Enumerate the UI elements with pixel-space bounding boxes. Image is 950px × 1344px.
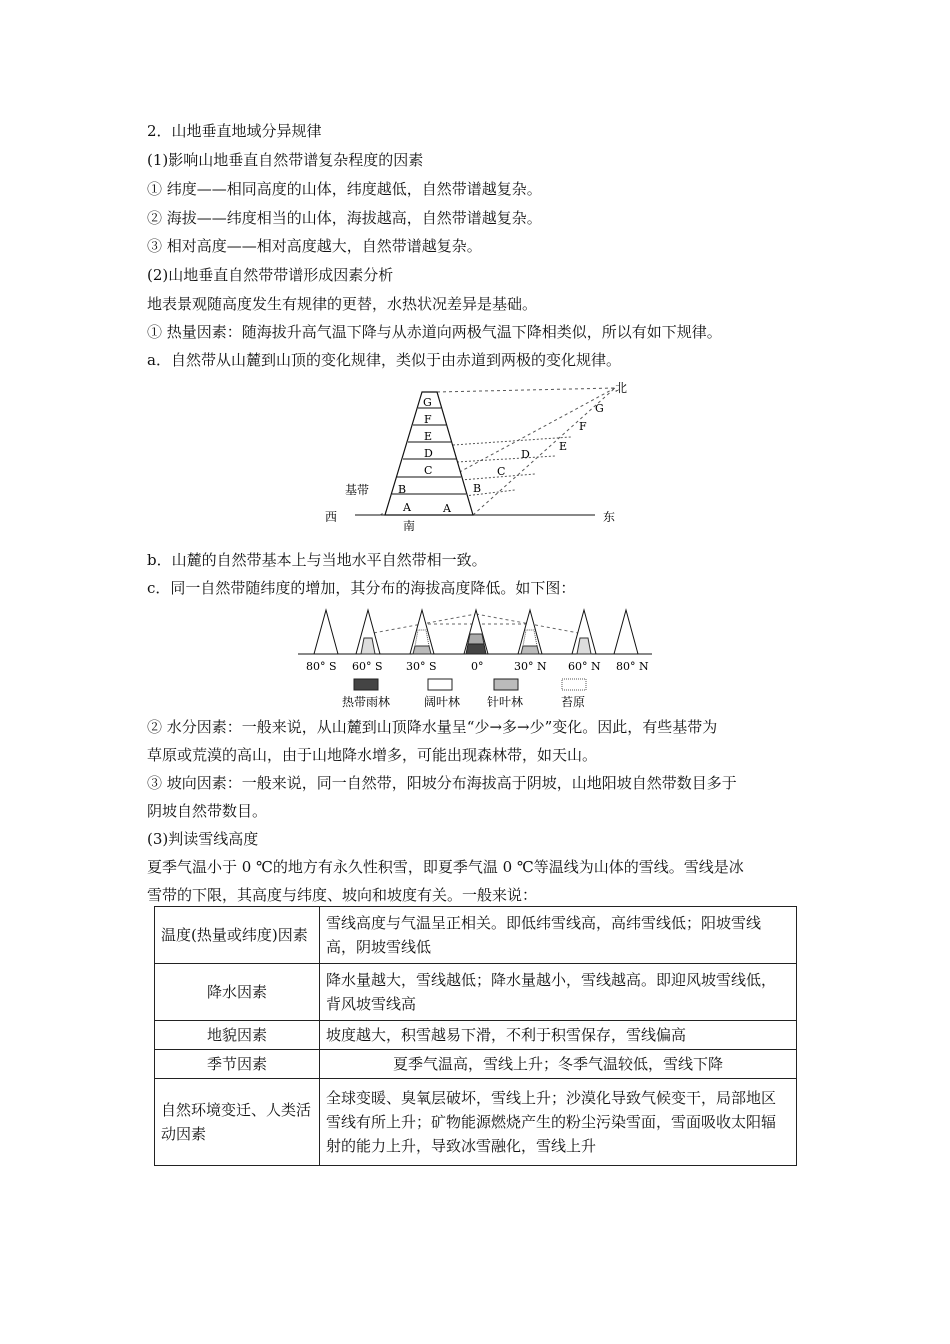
text-line: 地表景观随高度发生有规律的更替，水热状况差异是基础。 (147, 295, 538, 313)
legend-swatch-conifer (494, 679, 518, 690)
snowline-factors-table (154, 906, 797, 1166)
text-line: b．山麓的自然带基本上与当地水平自然带相一致。 (147, 551, 487, 569)
text-line: ① 热量因素：随海拔升高气温下降与从赤道向两极气温下降相类似，所以有如下规律。 (147, 323, 722, 341)
table-row (155, 1079, 797, 1166)
text-line: 雪带的下限，其高度与纬度、坡向和坡度有关。一般来说： (147, 886, 538, 904)
table-row (155, 964, 797, 1021)
description-cell: 夏季气温高，雪线上升；冬季气温较低，雪线下降 (320, 1050, 797, 1079)
text-line: c．同一自然带随纬度的增加，其分布的海拔高度降低。如下图： (147, 579, 576, 597)
factor-cell: 季节因素 (155, 1050, 320, 1079)
table-row (155, 1021, 797, 1050)
band-label: A (403, 501, 411, 514)
text-line: ① 纬度——相同高度的山体，纬度越低，自然带谱越复杂。 (147, 180, 542, 198)
subheading-3: (3)判读雪线高度 (147, 830, 259, 848)
text-line: ③ 相对高度——相对高度越大，自然带谱越复杂。 (147, 237, 482, 255)
latitude-label: 30° N (514, 660, 547, 673)
mountain-zonation-diagram (325, 380, 628, 533)
latitude-zonation-diagram (298, 604, 652, 712)
latitude-label: 0° (471, 660, 484, 673)
table-row (155, 1050, 797, 1079)
legend-label: 阔叶林 (424, 695, 461, 709)
latitude-label: 80° N (616, 660, 649, 673)
description-cell: 降水量越大，雪线越低；降水量越小，雪线越高。即迎风坡雪线低，背风坡雪线高 (320, 964, 797, 1021)
legend-swatch-rainforest (354, 679, 378, 690)
factor-cell: 降水因素 (155, 964, 320, 1021)
text-line: a．自然带从山麓到山顶的变化规律，类似于由赤道到两极的变化规律。 (147, 351, 621, 369)
band-label: E (424, 430, 433, 443)
band-label: F (424, 413, 432, 426)
text-line: 夏季气温小于 0 ℃的地方有永久性积雪，即夏季气温 0 ℃等温线为山体的雪线。雪线是冰 (147, 858, 744, 876)
text-line: ③ 坡向因素：一般来说，同一自然带，阳坡分布海拔高于阴坡，山地阳坡自然带数目多于 (147, 774, 737, 792)
north-label: 北 (615, 381, 628, 395)
band-label: C (497, 465, 506, 478)
band-label: B (398, 483, 407, 496)
latitude-label: 60° N (568, 660, 601, 673)
latitude-label: 60° S (352, 660, 383, 673)
description-cell: 全球变暖、臭氧层破坏，雪线上升；沙漠化导致气候变干，局部地区雪线有所上升；矿物能源燃烧产生的粉尘污染雪面，雪面吸收太阳辐射的能力上升，导致冰雪融化，雪线上升 (320, 1079, 797, 1166)
factor-cell: 自然环境变迁、人类活动因素 (155, 1079, 320, 1166)
legend-swatch-tundra (562, 679, 586, 690)
band-label: F (579, 420, 587, 433)
west-label: 西 (325, 510, 338, 524)
subheading-1: (1)影响山地垂直自然带谱复杂程度的因素 (147, 151, 424, 169)
band-label: E (559, 440, 568, 453)
legend-swatch-broadleaf (428, 679, 452, 690)
band-label: A (443, 502, 451, 515)
legend-label: 针叶林 (487, 695, 524, 709)
band-label: G (423, 396, 432, 409)
factor-cell: 温度(热量或纬度)因素 (155, 907, 320, 964)
band-label: D (521, 448, 530, 461)
text-line: ② 水分因素：一般来说，从山麓到山顶降水量呈“少→多→少”变化。因此，有些基带为 (147, 718, 718, 736)
text-line: 草原或荒漠的高山，由于山地降水增多，可能出现森林带，如天山。 (147, 746, 598, 764)
legend-label: 热带雨林 (342, 695, 391, 709)
base-zone-label: 基带 (345, 483, 370, 497)
band-label: B (473, 482, 482, 495)
south-label: 南 (403, 519, 416, 533)
latitude-label: 30° S (406, 660, 437, 673)
band-label: G (595, 402, 604, 415)
latitude-label: 80° S (306, 660, 337, 673)
subheading-2: (2)山地垂直自然带带谱形成因素分析 (147, 266, 394, 284)
table-row (155, 907, 797, 964)
description-cell: 雪线高度与气温呈正相关。即低纬雪线高，高纬雪线低；阳坡雪线高，阴坡雪线低 (320, 907, 797, 964)
band-label: C (424, 464, 433, 477)
east-label: 东 (603, 510, 616, 524)
section-heading: 2．山地垂直地域分异规律 (147, 122, 322, 140)
factor-cell: 地貌因素 (155, 1021, 320, 1050)
description-cell: 坡度越大，积雪越易下滑，不利于积雪保存，雪线偏高 (320, 1021, 797, 1050)
band-label: D (424, 447, 433, 460)
text-line: 阴坡自然带数目。 (147, 802, 268, 820)
text-line: ② 海拔——纬度相当的山体，海拔越高，自然带谱越复杂。 (147, 209, 542, 227)
legend-label: 苔原 (561, 695, 586, 709)
